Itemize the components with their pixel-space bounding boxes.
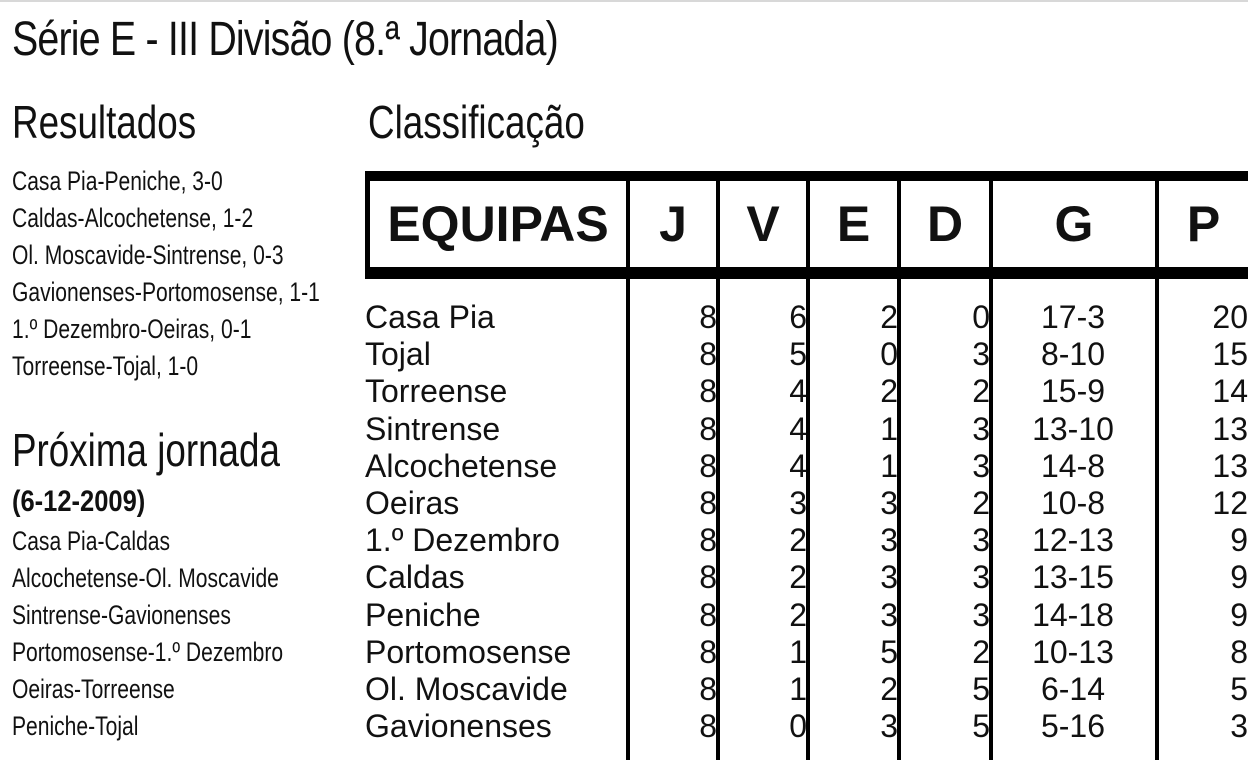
wins: 6: [789, 299, 807, 336]
team-name: Torreense: [365, 373, 508, 410]
wins: 4: [789, 447, 807, 484]
draws: 3: [880, 522, 898, 559]
table-row: [365, 559, 1248, 596]
column-header-equipas: EQUIPAS: [387, 196, 609, 252]
wins: 2: [789, 596, 807, 633]
standings-heading: Classificação: [368, 96, 585, 148]
column-header-p: P: [1186, 196, 1221, 252]
standings-table: [365, 171, 1248, 760]
table-row: [365, 448, 1248, 485]
wins: 5: [789, 336, 807, 373]
result-item: Ol. Moscavide-Sintrense, 0-3: [12, 240, 284, 270]
table-row: [365, 411, 1248, 448]
team-name: Ol. Moscavide: [365, 670, 568, 707]
result-item: Casa Pia-Peniche, 3-0: [12, 166, 223, 196]
losses: 3: [972, 410, 990, 447]
games-played: 8: [699, 522, 717, 559]
column-header-e: E: [836, 196, 871, 252]
goals: 14-18: [1032, 596, 1114, 633]
draws: 3: [880, 485, 898, 522]
result-item: Caldas-Alcochetense, 1-2: [12, 203, 254, 233]
losses: 3: [972, 596, 990, 633]
points: 5: [1230, 670, 1248, 707]
draws: 1: [880, 447, 898, 484]
games-played: 8: [699, 670, 717, 707]
table-row: [365, 597, 1248, 634]
draws: 0: [880, 336, 898, 373]
points: 9: [1230, 596, 1248, 633]
table-top-border: [365, 171, 1248, 181]
losses: 5: [972, 670, 990, 707]
goals: 12-13: [1032, 522, 1114, 559]
losses: 5: [972, 708, 990, 745]
games-played: 8: [699, 447, 717, 484]
result-item: Torreense-Tojal, 1-0: [12, 351, 199, 381]
fixture-item: Casa Pia-Caldas: [12, 526, 171, 556]
wins: 1: [789, 670, 807, 707]
fixture-item: Portomosense-1.º Dezembro: [12, 637, 284, 667]
games-played: 8: [699, 373, 717, 410]
table-left-border: [365, 171, 370, 276]
column-header-v: V: [746, 196, 780, 252]
team-name: Sintrense: [365, 410, 501, 447]
team-name: Tojal: [365, 336, 431, 373]
goals: 15-9: [1040, 373, 1106, 410]
team-name: Gavionenses: [365, 708, 552, 745]
table-row: [365, 485, 1248, 522]
top-rule: [0, 0, 1248, 2]
goals: 17-3: [1040, 299, 1106, 336]
draws: 5: [880, 633, 898, 670]
team-name: Oeiras: [365, 485, 460, 522]
fixture-item: Peniche-Tojal: [12, 711, 139, 741]
goals: 13-15: [1032, 559, 1114, 596]
games-played: 8: [699, 596, 717, 633]
games-played: 8: [699, 559, 717, 596]
table-row: [365, 708, 1248, 745]
result-item: Gavionenses-Portomosense, 1-1: [12, 277, 320, 307]
column-header-g: G: [1054, 196, 1094, 252]
standings-rows: [365, 299, 1248, 745]
wins: 1: [789, 633, 807, 670]
losses: 2: [972, 373, 990, 410]
next-round-date: (6-12-2009): [12, 485, 146, 518]
result-item: 1.º Dezembro-Oeiras, 0-1: [12, 314, 252, 344]
fixture-item: Sintrense-Gavionenses: [12, 600, 231, 630]
losses: 2: [972, 633, 990, 670]
draws: 3: [880, 708, 898, 745]
results-heading: Resultados: [12, 96, 197, 148]
wins: 2: [789, 522, 807, 559]
points: 12: [1212, 485, 1248, 522]
column-header-d: D: [926, 196, 964, 252]
goals: 10-13: [1032, 633, 1114, 670]
wins: 0: [789, 708, 807, 745]
next-round-heading: Próxima jornada: [12, 424, 280, 476]
wins: 3: [789, 485, 807, 522]
table-row: [365, 299, 1248, 336]
draws: 3: [880, 596, 898, 633]
team-name: 1.º Dezembro: [365, 522, 560, 559]
games-played: 8: [699, 708, 717, 745]
goals: 8-10: [1040, 336, 1106, 373]
games-played: 8: [699, 410, 717, 447]
points: 13: [1212, 410, 1248, 447]
draws: 1: [880, 410, 898, 447]
page-title: Série E - III Divisão (8.ª Jornada): [12, 13, 558, 66]
losses: 3: [972, 522, 990, 559]
points: 9: [1230, 522, 1248, 559]
team-name: Portomosense: [365, 633, 572, 670]
points: 8: [1230, 633, 1248, 670]
table-row: [365, 336, 1248, 373]
goals: 13-10: [1032, 410, 1114, 447]
wins: 4: [789, 373, 807, 410]
table-row: [365, 671, 1248, 708]
points: 15: [1212, 336, 1248, 373]
wins: 2: [789, 559, 807, 596]
points: 3: [1230, 708, 1248, 745]
points: 14: [1212, 373, 1248, 410]
points: 9: [1230, 559, 1248, 596]
draws: 2: [880, 373, 898, 410]
losses: 3: [972, 559, 990, 596]
points: 20: [1212, 299, 1248, 336]
games-played: 8: [699, 633, 717, 670]
goals: 5-16: [1040, 708, 1106, 745]
wins: 4: [789, 410, 807, 447]
team-name: Peniche: [365, 596, 481, 633]
table-header-border: [365, 267, 1248, 279]
losses: 3: [972, 447, 990, 484]
games-played: 8: [699, 336, 717, 373]
draws: 2: [880, 670, 898, 707]
draws: 3: [880, 559, 898, 596]
team-name: Alcochetense: [365, 447, 558, 484]
goals: 6-14: [1040, 670, 1106, 707]
draws: 2: [880, 299, 898, 336]
goals: 10-8: [1040, 485, 1106, 522]
table-row: [365, 634, 1248, 671]
goals: 14-8: [1040, 447, 1106, 484]
losses: 3: [972, 336, 990, 373]
fixture-item: Alcochetense-Ol. Moscavide: [12, 563, 279, 593]
points: 13: [1212, 447, 1248, 484]
losses: 2: [972, 485, 990, 522]
team-name: Caldas: [365, 559, 465, 596]
games-played: 8: [699, 485, 717, 522]
team-name: Casa Pia: [365, 299, 495, 336]
fixture-item: Oeiras-Torreense: [12, 674, 175, 704]
games-played: 8: [699, 299, 717, 336]
table-row: [365, 522, 1248, 559]
column-header-j: J: [659, 196, 687, 252]
losses: 0: [972, 299, 990, 336]
table-row: [365, 373, 1248, 410]
